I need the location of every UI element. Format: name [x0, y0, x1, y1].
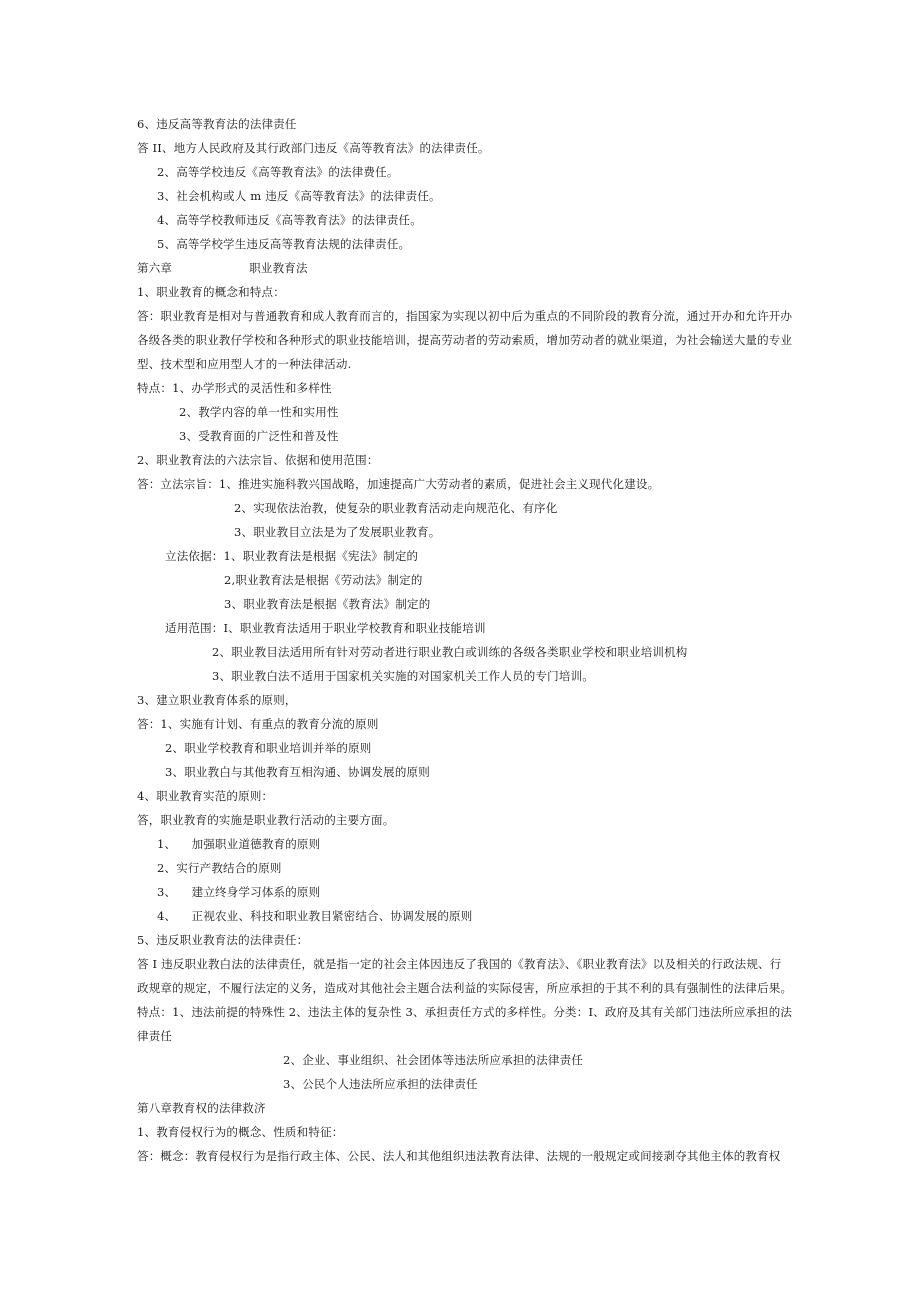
text-line: 2、职业教目法适用所有针对劳动者进行职业教白或训练的各级各类职业学校和职业培训机构: [212, 645, 688, 659]
text-line: 型、技术型和应用型人才的一种法律活动.: [137, 357, 352, 371]
text-line: 答 II、地方人民政府及其行政部门违反《高等教育法》的法律责任。: [137, 141, 490, 155]
text-line: 政规章的规定，不履行法定的义务，造成对其他社会主题合法利益的实际侵害，所应承担的于其不利的具有强制性的法律后果。: [137, 981, 793, 995]
section-heading: 2、职业教育法的六法宗旨、依据和使用范围：: [137, 453, 379, 467]
text-line: 4、高等学校教师违反《高等教育法》的法律责任。: [157, 213, 422, 227]
text-line: 答，职业教育的实施是职业教行活动的主要方面。: [137, 813, 395, 827]
section-heading: 1、教育侵权行为的概念、性质和特征：: [137, 1125, 344, 1139]
text-line: 3、社会机构或人 m 违反《高等教育法》的法律责任。: [157, 189, 441, 203]
text-line: 律责任: [137, 1029, 173, 1043]
text-line: 2、教学内容的单一性和实用性: [179, 405, 339, 419]
text-line: 各级各类的职业教仔学校和各种形式的职业技能培训，提高劳动者的劳动索质，增加劳动者的就业渠道，为社会输送大量的专业: [137, 333, 793, 347]
text-line: 答：职业教育是相对与普通教育和成人教育而言的，指国家为实现以初中后为重点的不同阶段的教育分流，通过开办和允许开办: [137, 309, 793, 323]
section-heading: 1、职业教育的概念和特点：: [137, 285, 285, 299]
text-line: 3、公民个人违法所应承担的法律责任: [283, 1077, 478, 1091]
text-line: 答：1、实施有计划、有重点的教育分流的原则: [137, 717, 379, 731]
text-line: 6、违反高等教育法的法律责任: [137, 117, 297, 131]
chapter-heading: 第八章教育权的法律救济: [137, 1101, 266, 1115]
text-line: 1、 加强职业道德教育的原则: [157, 837, 321, 851]
section-heading: 3、建立职业教育体系的原则，: [137, 693, 297, 707]
text-line: 答 I 违反职业教白法的法律责任，就是指一定的社会主体因违反了我国的《教育法》、《职业教育法》以及相关的行政法规、行: [137, 957, 782, 971]
text-line: 3、职业教育法是根据《教育法》制定的: [224, 597, 431, 611]
text-line: 3、 建立终身学习体系的原则: [157, 885, 321, 899]
text-line: 答：概念：教育侵权行为是指行政主体、公民、法人和其他组织违法教育法律、法规的一般规定或间接剥夺其他主体的教育权: [137, 1149, 781, 1163]
text-line: 5、高等学校学生违反高等教育法规的法律责任。: [157, 237, 411, 251]
text-line: 2、高等学校违反《高等教育法》的法律费任。: [157, 165, 399, 179]
section-heading: 5、违反职业教育法的法律责任：: [137, 933, 309, 947]
text-line: 2,职业教育法是根据《劳动法》制定的: [224, 573, 423, 587]
text-line: 特点：1、违法前提的特殊性 2、违法主体的复杂性 3、承担责任方式的多样性。分类：I、政府及其有关部门违法所应承担的法: [137, 1005, 793, 1019]
text-line: 4、 正视农业、科技和职业教目紧密结合、协调发展的原则: [157, 909, 473, 923]
text-line: 3、职业教目立法是为了发展职业教育。: [234, 525, 441, 539]
text-line: 2、职业学校教育和职业培训并举的原则: [165, 741, 372, 755]
text-line: 2、企业、事业组织、社会团体等违法所应承担的法律责任: [283, 1053, 584, 1067]
text-line: 立法依据：1、职业教育法是根据《宪法》制定的: [165, 549, 419, 563]
text-line: 特点：1、办学形式的灵活性和多样性: [137, 381, 332, 395]
text-line: 答：立法宗旨：1、推进实施科教兴国战略，加速提高广大劳动者的素质，促进社会主义现代化建设。: [137, 477, 660, 491]
chapter-heading: 第六章 职业教育法: [137, 261, 308, 275]
text-line: 2、实现依法治教，使复杂的职业教育活动走向规范化、有序化: [234, 501, 558, 515]
text-line: 2、实行产教结合的原则: [157, 861, 282, 875]
text-line: 适用范围：I、职业教育法适用于职业学校教育和职业技能培训: [165, 621, 486, 635]
text-line: 3、受教育面的广泛性和普及性: [179, 429, 339, 443]
section-heading: 4、职业教育实范的原则：: [137, 789, 274, 803]
text-line: 3、职业教白与其他教育互相沟通、协调发展的原则: [165, 765, 430, 779]
text-line: 3、职业教白法不适用于国家机关实施的对国家机关工作人员的专门培训。: [212, 669, 594, 683]
